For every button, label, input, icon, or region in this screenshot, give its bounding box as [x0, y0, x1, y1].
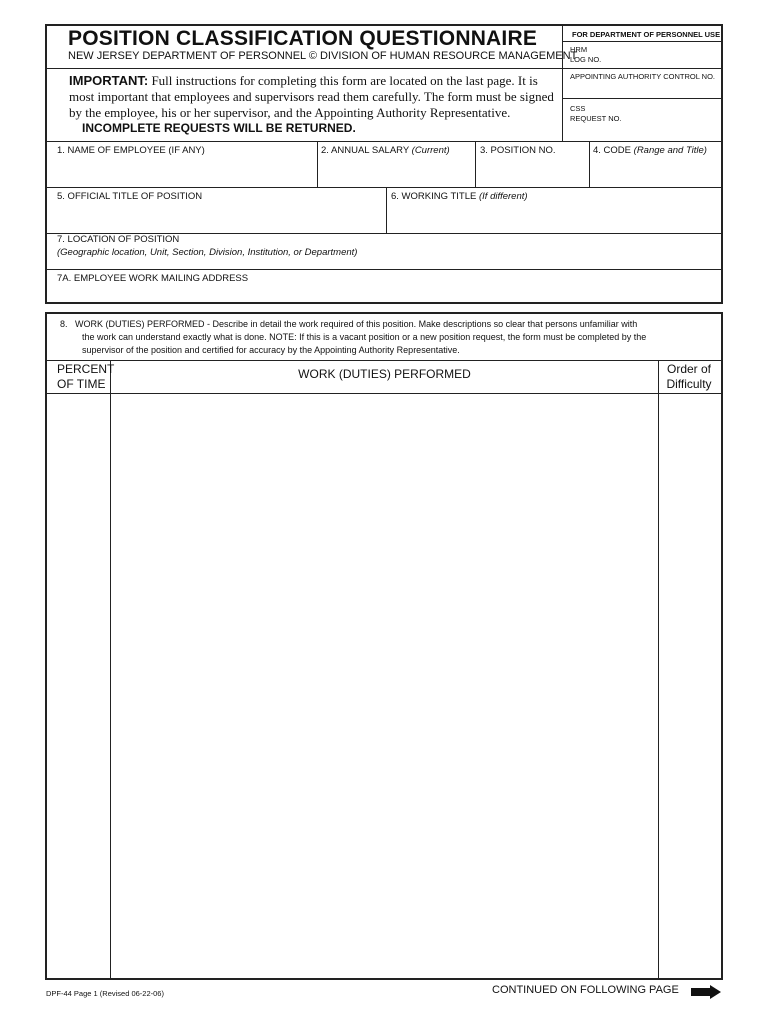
row4-top-line: [47, 269, 722, 270]
percent-column-divider: [110, 360, 111, 978]
important-notice: [69, 73, 557, 121]
important-label: IMPORTANT:: [69, 73, 149, 88]
work-instructions-line1: [60, 318, 646, 331]
row2-top-line: [47, 187, 722, 188]
dept-use-line-3: [562, 98, 722, 99]
row1-divider-2: [475, 141, 476, 187]
field-position-no[interactable]: 3. POSITION NO.: [480, 145, 556, 156]
field-mailing-address[interactable]: 7A. EMPLOYEE WORK MAILING ADDRESS: [57, 273, 249, 284]
col-order-of-difficulty: [660, 362, 718, 392]
field-working-title-note: (If different): [478, 191, 528, 202]
col-order-line1: Order of: [666, 362, 711, 376]
percent-of-time-cell[interactable]: [49, 395, 109, 977]
field-code[interactable]: [593, 145, 707, 156]
hrm-label: [570, 45, 601, 65]
field-code-label: 4. CODE: [593, 145, 634, 156]
table-top-line: [47, 360, 722, 361]
field-location-note: (Geographic location, Unit, Section, Division, Institution, or Department): [57, 247, 358, 258]
col-work-performed: WORK (DUTIES) PERFORMED: [298, 367, 471, 381]
css-label-line1: CSS: [570, 104, 586, 113]
right-arrow-icon: [690, 985, 722, 1004]
hrm-label-line2: LOG NO.: [570, 55, 602, 64]
work-instructions-line3: supervisor of the position and certified for accuracy by the Appointing Authority Representative.: [82, 345, 460, 355]
work-instructions: [60, 318, 646, 357]
row1-divider-1: [317, 141, 318, 187]
continued-label: CONTINUED ON FOLLOWING PAGE: [492, 984, 679, 996]
form-id: DPF-44 Page 1 (Revised 06-22-06): [46, 989, 164, 998]
row2-divider: [386, 187, 387, 233]
dept-use-heading: FOR DEPARTMENT OF PERSONNEL USE: [572, 30, 721, 39]
incomplete-notice: INCOMPLETE REQUESTS WILL BE RETURNED.: [82, 121, 356, 135]
row1-top-line: [47, 141, 722, 142]
hrm-label-line1: HRM: [570, 45, 588, 54]
field-official-title[interactable]: 5. OFFICIAL TITLE OF POSITION: [57, 191, 203, 202]
order-column-divider: [658, 360, 659, 978]
col-percent-line2: OF TIME: [57, 377, 106, 391]
field-location[interactable]: 7. LOCATION OF POSITION: [57, 234, 180, 245]
css-request-label: [570, 104, 622, 124]
form-header-frame: [45, 24, 723, 304]
dept-use-divider: [562, 26, 563, 142]
dept-use-line-1: [562, 41, 722, 42]
row1-divider-3: [589, 141, 590, 187]
field-annual-salary-label: 2. ANNUAL SALARY: [321, 145, 412, 156]
css-label-line2: REQUEST NO.: [570, 114, 622, 123]
form-title: POSITION CLASSIFICATION QUESTIONNAIRE: [68, 27, 538, 50]
field-annual-salary[interactable]: [321, 145, 450, 156]
important-text: Full instructions for completing this form are located on the last page. It is most important that employees and supervisors read them carefully. The form must be signed by the employee, his or her supervisor, and the Appointing Authority Representative.: [69, 73, 554, 120]
field-employee-name[interactable]: 1. NAME OF EMPLOYEE (IF ANY): [57, 145, 205, 156]
title-divider: [47, 68, 562, 69]
work-instructions-line2: the work can understand exactly what is done. NOTE: If this is a vacant position or a new position request, the form must be completed by the: [82, 332, 647, 342]
col-percent-of-time: [57, 362, 115, 392]
work-instructions-number: 8.: [60, 319, 68, 329]
field-code-note: (Range and Title): [633, 145, 707, 156]
appointing-control-label: APPOINTING AUTHORITY CONTROL NO.: [570, 72, 716, 81]
form-subtitle: NEW JERSEY DEPARTMENT OF PERSONNEL © DIVISION OF HUMAN RESOURCE MANAGEMENT: [68, 50, 578, 62]
field-working-title[interactable]: [391, 191, 528, 202]
work-duties-cell[interactable]: [112, 395, 657, 977]
order-of-difficulty-cell[interactable]: [660, 395, 721, 977]
work-instructions-text1: WORK (DUTIES) PERFORMED - Describe in detail the work required of this position. Make descriptions so clear that persons unfamiliar with: [75, 319, 638, 329]
field-working-title-label: 6. WORKING TITLE: [391, 191, 479, 202]
dept-use-line-2: [562, 68, 722, 69]
col-order-line2: Difficulty: [666, 377, 712, 391]
col-percent-line1: PERCENT: [57, 362, 115, 376]
table-header-bottom-line: [47, 393, 722, 394]
field-annual-salary-note: (Current): [411, 145, 450, 156]
